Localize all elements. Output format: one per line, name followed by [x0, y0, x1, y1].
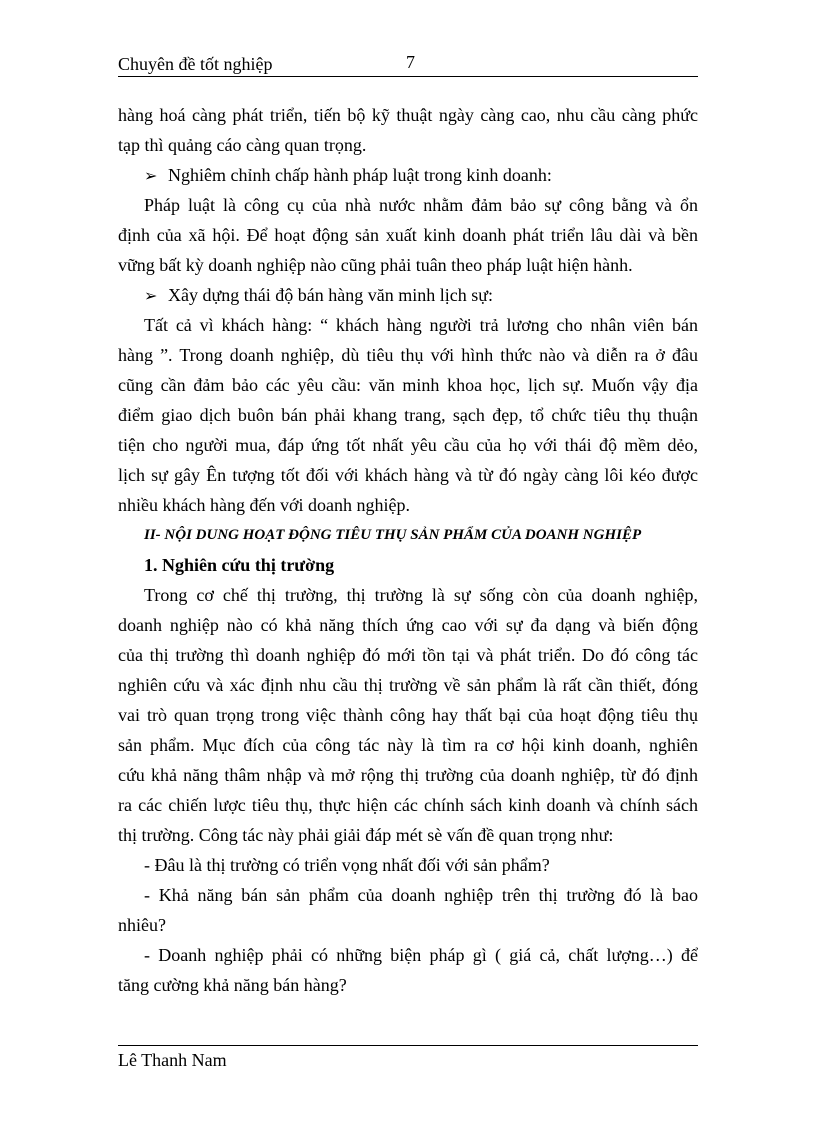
page-number: 7	[406, 52, 415, 72]
paragraph-line: nghiên cứu và xác định nhu cầu thị trường về sản phẩm là rất cần thiết, đóng	[118, 675, 698, 695]
bullet-text: Nghiêm chỉnh chấp hành pháp luật trong kinh doanh:	[168, 165, 552, 185]
list-item: - Khả năng bán sản phẩm của doanh nghiệp trên thị trường đó là bao	[144, 885, 698, 905]
list-item-continuation: nhiêu?	[118, 915, 166, 935]
list-item-continuation: tăng cường khả năng bán hàng?	[118, 975, 347, 995]
paragraph-line: ra các chiến lược tiêu thụ, thực hiện các chính sách kinh doanh và chính sách	[118, 795, 698, 815]
paragraph-line: của thị trường thì doanh nghiệp đó mới tồn tại và phát triển. Do đó công tác	[118, 645, 698, 665]
bullet-item	[118, 280, 698, 310]
section-heading: II- NỘI DUNG HOẠT ĐỘNG TIÊU THỤ SẢN PHẨM CỦA DOANH NGHIỆP	[144, 527, 642, 543]
paragraph-line: hàng hoá càng phát triển, tiến bộ kỹ thuật ngày càng cao, nhu cầu càng phức	[118, 105, 698, 125]
paragraph-line: hàng ”. Trong doanh nghiệp, dù tiêu thụ với hình thức nào và diễn ra ở đâu	[118, 345, 698, 365]
paragraph-line: cũng cần đảm bảo các yêu cầu: văn minh khoa học, lịch sự. Muốn vậy địa	[118, 375, 698, 395]
footer-rule	[118, 1045, 698, 1046]
header-title: Chuyên đề tốt nghiệp	[118, 54, 273, 74]
paragraph-line: định của xã hội. Để hoạt động sản xuất kinh doanh phát triển lâu dài và bền	[118, 225, 698, 245]
paragraph-line: điểm giao dịch buôn bán phải khang trang, sạch đẹp, tổ chức tiêu thụ thuận	[118, 405, 698, 425]
bullet-text: Xây dựng thái độ bán hàng văn minh lịch sự:	[168, 285, 493, 305]
arrow-bullet-icon: ➢	[144, 168, 158, 185]
page-header	[118, 52, 698, 76]
footer-author: Lê Thanh Nam	[118, 1050, 227, 1070]
paragraph-line: doanh nghiệp nào có khả năng thích ứng cao với sự đa dạng và biến động	[118, 615, 698, 635]
list-item: - Doanh nghiệp phải có những biện pháp gì ( giá cả, chất lượng…) để	[144, 945, 698, 965]
paragraph-line: cứu khả năng thâm nhập và mở rộng thị trường của doanh nghiệp, từ đó định	[118, 765, 698, 785]
subsection-heading: 1. Nghiên cứu thị trường	[144, 555, 335, 575]
paragraph-line: nhiều khách hàng đến với doanh nghiệp.	[118, 495, 410, 515]
header-rule	[118, 76, 698, 77]
paragraph-line: Tất cả vì khách hàng: “ khách hàng người trả lương cho nhân viên bán	[144, 315, 698, 335]
paragraph-line: tiện cho người mua, đáp ứng tốt nhất yêu cầu của họ với thái độ mềm dẻo,	[118, 435, 698, 455]
paragraph-line: lịch sự gây Ên tượng tốt đối với khách hàng và từ đó ngày càng lôi kéo được	[118, 465, 698, 485]
arrow-bullet-icon: ➢	[144, 288, 158, 305]
paragraph-line: vững bất kỳ doanh nghiệp nào cũng phải tuân theo pháp luật hiện hành.	[118, 255, 633, 275]
paragraph-line: tạp thì quảng cáo càng quan trọng.	[118, 135, 367, 155]
paragraph-line: vai trò quan trọng trong việc thành công hay thất bại của hoạt động tiêu thụ	[118, 705, 698, 725]
document-body	[118, 100, 698, 1000]
paragraph-line: Pháp luật là công cụ của nhà nước nhằm đảm bảo sự công bằng và ổn	[144, 195, 698, 215]
paragraph-line: thị trường. Công tác này phải giải đáp mét sè vấn đề quan trọng như:	[118, 825, 614, 845]
paragraph-line: Trong cơ chế thị trường, thị trường là sự sống còn của doanh nghiệp,	[144, 585, 698, 605]
bullet-item	[118, 160, 698, 190]
list-item: - Đâu là thị trường có triển vọng nhất đối với sản phẩm?	[144, 855, 550, 875]
paragraph-line: sản phẩm. Mục đích của công tác này là tìm ra cơ hội kinh doanh, nghiên	[118, 735, 698, 755]
